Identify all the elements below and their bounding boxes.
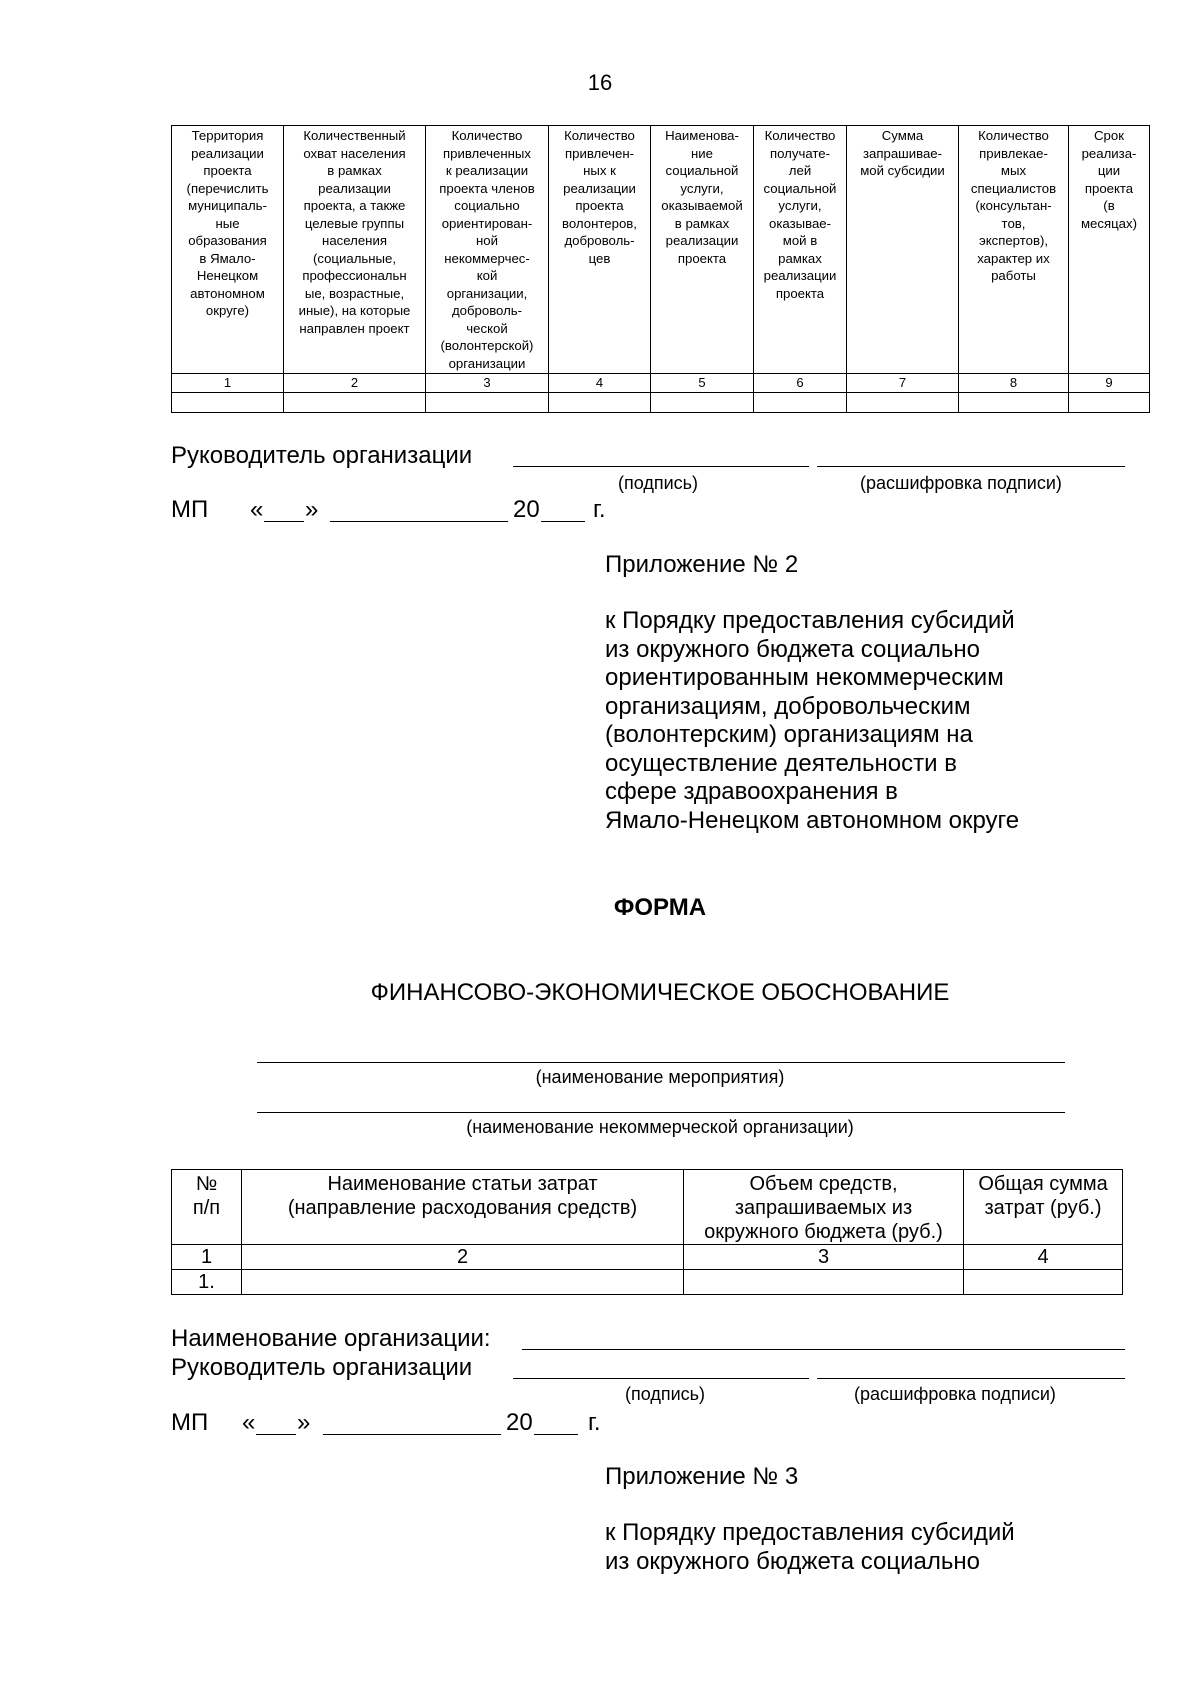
appendix-2-title: Приложение № 2: [605, 551, 799, 578]
header-cell-members: Количество привлеченных к реализации проекта членов социально ориентирован- ной некоммерчес- кой организации, доброволь- ческой (волонтерской) организации: [426, 126, 549, 374]
header-cell-volunteers: Количество привлечен- ных к реализации проекта волонтеров, доброволь- цев: [549, 126, 651, 374]
day-blank: [264, 521, 304, 522]
year-suffix-2: г.: [588, 1409, 601, 1436]
header-cell-number: № п/п: [172, 1170, 242, 1245]
date-quote-close: »: [305, 496, 319, 523]
column-number-row: [172, 1245, 1123, 1270]
sign-caption: (подпись): [618, 473, 699, 493]
appendix-2-line: ориентированным некоммерческим: [605, 664, 1004, 691]
header-cell-specialists: Количество привлекае- мых специалистов (консультан- тов, экспертов), характер их работы: [959, 126, 1069, 374]
appendix-3-line: из окружного бюджета социально: [605, 1547, 980, 1575]
empty-data-row: [172, 393, 1150, 413]
table-cell: [284, 393, 426, 413]
org-name-label: Наименование организации:: [171, 1325, 491, 1352]
header-cell-coverage: Количественный охват населения в рамках реализации проекта, а также целевые группы населения (социальные, профессиональн ые, возрастные, иные), на которые направлен проект: [284, 126, 426, 374]
date-quote-close-2: »: [297, 1409, 311, 1436]
year-suffix: г.: [593, 496, 606, 523]
table-cell: [172, 393, 284, 413]
year-blank: [541, 521, 585, 522]
signature-blank: [513, 466, 809, 467]
header-cell-duration: Срок реализа- ции проекта (в месяцах): [1069, 126, 1150, 374]
column-number: 7: [847, 374, 959, 393]
header-cell-subsidy-sum: Сумма запрашивае- мой субсидии: [847, 126, 959, 374]
signature-blank-2: [513, 1378, 809, 1379]
appendix-2-text: [605, 607, 1125, 835]
column-number: 5: [651, 374, 754, 393]
header-cell-cost-item: Наименование статьи затрат (направление расходования средств): [242, 1170, 684, 1245]
appendix-2-line: сфере здравоохранения в: [605, 778, 898, 805]
cost-estimate-table: [171, 1169, 1123, 1295]
header-cell-recipients: Количество получате- лей социальной услуги, оказывае- мой в рамках реализации проекта: [754, 126, 847, 374]
column-number: 4: [964, 1245, 1123, 1270]
table-row: [172, 1270, 1123, 1295]
header-cell-requested-amount: Объем средств, запрашиваемых из окружного бюджета (руб.): [684, 1170, 964, 1245]
table-cell: [549, 393, 651, 413]
table-cell: [651, 393, 754, 413]
appendix-2-line: осуществление деятельности в: [605, 749, 957, 777]
column-number-row: [172, 374, 1150, 393]
table-cell: [242, 1270, 684, 1295]
appendix-3-text: [605, 1519, 1125, 1576]
appendix-3-line: к Порядку предоставления субсидий: [605, 1519, 1015, 1546]
column-number: 1: [172, 374, 284, 393]
appendix-2-line: к Порядку предоставления субсидий: [605, 607, 1015, 634]
column-number: 9: [1069, 374, 1150, 393]
row-number: 1.: [172, 1270, 242, 1295]
month-blank: [330, 521, 508, 522]
month-blank-2: [323, 1434, 501, 1435]
project-info-table: [171, 125, 1150, 413]
column-number: 2: [242, 1245, 684, 1270]
column-number: 1: [172, 1245, 242, 1270]
signature-decode-blank-2: [817, 1378, 1125, 1379]
table-cell: [959, 393, 1069, 413]
table-cell: [426, 393, 549, 413]
mp-label: МП: [171, 496, 209, 523]
column-number: 4: [549, 374, 651, 393]
appendix-2-line: организациям, добровольческим: [605, 692, 971, 720]
table-header-row: [172, 1170, 1123, 1245]
date-quote-open: «: [250, 496, 264, 523]
signature-decode-blank: [817, 466, 1125, 467]
column-number: 2: [284, 374, 426, 393]
column-number: 6: [754, 374, 847, 393]
event-caption: (наименование мероприятия): [535, 1067, 785, 1087]
date-quote-open-2: «: [242, 1409, 256, 1436]
appendix-3-title: Приложение № 3: [605, 1463, 799, 1490]
decode-caption-2: (расшифровка подписи): [854, 1384, 1056, 1404]
page-number: 16: [587, 70, 613, 95]
org-caption: (наименование некоммерческой организации): [466, 1117, 854, 1137]
org-name-blank: [257, 1112, 1065, 1113]
form-label: ФОРМА: [613, 894, 707, 921]
document-title: ФИНАНСОВО-ЭКОНОМИЧЕСКОЕ ОБОСНОВАНИЕ: [370, 979, 950, 1006]
head-label: Руководитель организации: [171, 442, 473, 469]
table-cell: [684, 1270, 964, 1295]
table-header-row: [172, 126, 1150, 374]
year-prefix: 20: [513, 496, 540, 523]
header-cell-service-name: Наименова- ние социальной услуги, оказываемой в рамках реализации проекта: [651, 126, 754, 374]
event-name-blank: [257, 1062, 1065, 1063]
mp-label-2: МП: [171, 1409, 209, 1436]
table-cell: [1069, 393, 1150, 413]
org-name-blank-line: [522, 1349, 1125, 1350]
decode-caption: (расшифровка подписи): [860, 473, 1062, 493]
head-label-2: Руководитель организации: [171, 1354, 473, 1381]
appendix-2-line: (волонтерским) организациям на: [605, 721, 973, 748]
column-number: 3: [684, 1245, 964, 1270]
day-blank-2: [256, 1434, 296, 1435]
table-cell: [964, 1270, 1123, 1295]
head-signature-line-1: [171, 442, 472, 470]
header-cell-territory: Территория реализации проекта (перечислить муниципаль- ные образования в Ямало- Ненецком автономном округе): [172, 126, 284, 374]
table-cell: [754, 393, 847, 413]
header-cell-total-cost: Общая сумма затрат (руб.): [964, 1170, 1123, 1245]
appendix-2-line: Ямало-Ненецком автономном округе: [605, 806, 1020, 834]
year-prefix-2: 20: [506, 1409, 533, 1436]
table-cell: [847, 393, 959, 413]
year-blank-2: [534, 1434, 578, 1435]
column-number: 3: [426, 374, 549, 393]
appendix-2-line: из окружного бюджета социально: [605, 635, 980, 663]
sign-caption-2: (подпись): [625, 1384, 706, 1404]
column-number: 8: [959, 374, 1069, 393]
